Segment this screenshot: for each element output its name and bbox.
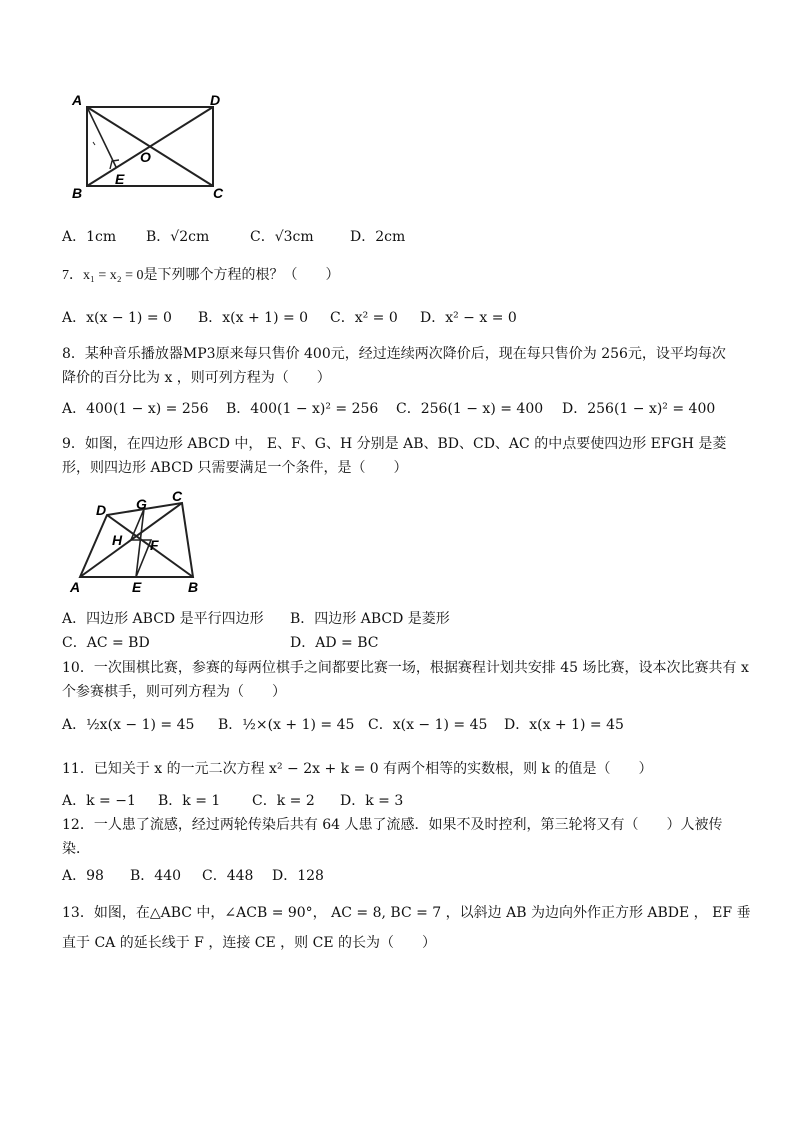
label-d: D (210, 92, 221, 108)
label-b: B (188, 579, 199, 595)
rectangle-figure (60, 88, 240, 200)
label-e: E (115, 171, 125, 187)
q6-option-b: B．√2cm (146, 229, 210, 245)
q11-option-c: C．k = 2 (252, 793, 315, 809)
q9-stem-line1: 9．如图，在四边形 ABCD 中， E、F、G、H 分别是 AB、BD、CD、AC 的中点要使四边形 EFGH 是菱 (62, 436, 727, 452)
q9-option-c: C．AC = BD (62, 635, 150, 651)
q12-option-a: A．98 (62, 868, 104, 884)
q13-stem-line1: 13．如图，在△ABC 中，∠ACB = 90°， AC = 8, BC = 7 ，以斜边 AB 为边向外作正方形 ABDE ， EF 垂 (62, 905, 751, 921)
label-c: C (172, 488, 183, 504)
q8-stem-line1: 8．某种音乐播放器MP3原来每只售价 400元，经过连续两次降价后，现在每只售价为 256元，设平均每次 (62, 346, 726, 362)
q7-stem: 7．x₁ = x₂ = 0是下列哪个方程的根？（ ） (62, 268, 340, 283)
q6-option-d: D．2cm (350, 229, 406, 245)
label-o: O (140, 149, 151, 165)
q10-option-a: A．½x(x − 1) = 45 (62, 717, 195, 733)
q12-option-d: D．128 (272, 868, 324, 884)
label-a: A (72, 92, 83, 108)
q9-option-b: B．四边形 ABCD 是菱形 (290, 611, 450, 627)
label-f: F (150, 537, 159, 553)
label-e: E (132, 579, 142, 595)
q12-stem-line1: 12．一人患了流感，经过两轮传染后共有 64 人患了流感．如果不及时控利，第三轮将又有（ ）人被传 (62, 817, 723, 833)
q12-option-b: B．440 (130, 868, 182, 884)
quadrilateral-figure (60, 488, 210, 598)
q11-option-a: A．k = −1 (62, 793, 136, 809)
q10-option-d: D．x(x + 1) = 45 (504, 717, 624, 733)
q7-option-d: D．x² − x = 0 (420, 310, 517, 326)
q8-stem-line2: 降价的百分比为 x ，则可列方程为（ ） (62, 370, 331, 386)
q6-option-c: C．√3cm (250, 229, 314, 245)
label-c: C (213, 185, 224, 200)
q7-option-c: C．x² = 0 (330, 310, 398, 326)
q8-option-a: A．400(1 − x) = 256 (62, 401, 209, 417)
q13-stem-line2: 直于 CA 的延长线于 F ，连接 CE ，则 CE 的长为（ ） (62, 935, 436, 951)
q9-option-a: A．四边形 ABCD 是平行四边形 (62, 611, 264, 627)
q9-stem-line2: 形，则四边形 ABCD 只需要满足一个条件，是（ ） (62, 460, 408, 476)
q9-option-d: D．AD = BC (290, 635, 379, 651)
q8-option-b: B．400(1 − x)² = 256 (226, 401, 379, 417)
q12-option-c: C．448 (202, 868, 254, 884)
q7-option-a: A．x(x − 1) = 0 (62, 310, 172, 326)
q11-stem: 11．已知关于 x 的一元二次方程 x² − 2x + k = 0 有两个相等的实数根，则 k 的值是（ ） (62, 761, 653, 777)
label-h: H (112, 532, 123, 548)
label-b: B (72, 185, 83, 200)
q7-option-b: B．x(x + 1) = 0 (198, 310, 309, 326)
q11-option-d: D．k = 3 (340, 793, 404, 809)
label-g: G (136, 496, 147, 512)
q10-option-c: C．x(x − 1) = 45 (368, 717, 488, 733)
label-a: A (70, 579, 81, 595)
q10-option-b: B．½×(x + 1) = 45 (218, 717, 355, 733)
q10-stem-line2: 个参赛棋手，则可列方程为（ ） (62, 684, 286, 700)
q12-stem-line2: 染． (62, 841, 90, 857)
label-d: D (96, 502, 107, 518)
q11-option-b: B．k = 1 (158, 793, 221, 809)
q8-option-c: C．256(1 − x) = 400 (396, 401, 544, 417)
q8-option-d: D．256(1 − x)² = 400 (562, 401, 716, 417)
q10-stem-line1: 10．一次围棋比赛，参赛的每两位棋手之间都要比赛一场，根据赛程计划共安排 45 场比赛，设本次比赛共有 x (62, 660, 749, 676)
q6-option-a: A．1cm (62, 229, 117, 245)
